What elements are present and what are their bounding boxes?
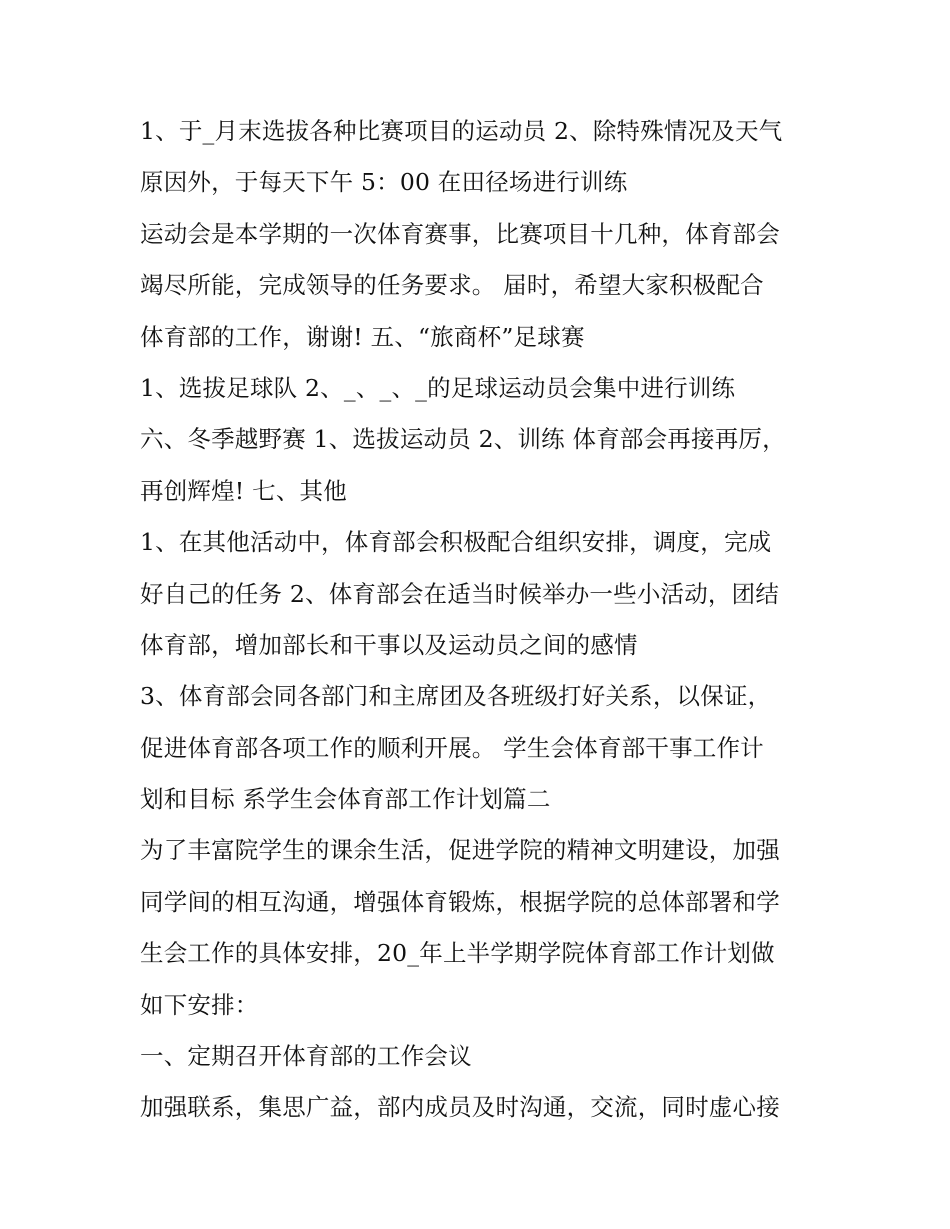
text-line: 促进体育部各项工作的顺利开展。 学生会体育部干事工作计 xyxy=(140,733,764,762)
text-line: 3、体育部会同各部门和主席团及各班级打好关系，以保证， xyxy=(140,682,772,711)
text-line: 同学间的相互沟通，增强体育锻炼，根据学院的总体部署和学 xyxy=(140,887,780,916)
text-line: 体育部的工作，谢谢! 五、“旅商杯”足球赛 xyxy=(140,322,585,351)
text-line: 1、在其他活动中，体育部会积极配合组织安排，调度，完成 xyxy=(140,528,772,557)
text-line: 划和目标 系学生会体育部工作计划篇二 xyxy=(140,785,551,814)
text-line: 体育部，增加部长和干事以及运动员之间的感情 xyxy=(140,630,638,659)
text-line: 竭尽所能，完成领导的任务要求。 届时，希望大家积极配合 xyxy=(140,271,764,300)
text-line: 好自己的任务 2、体育部会在适当时候举办一些小活动，团结 xyxy=(140,579,780,608)
text-line: 六、冬季越野赛 1、选拔运动员 2、训练 体育部会再接再厉， xyxy=(140,425,786,454)
text-line: 如下安排： xyxy=(140,990,259,1019)
text-line: 运动会是本学期的一次体育赛事，比赛项目十几种，体育部会 xyxy=(140,219,780,248)
text-line: 一、定期召开体育部的工作会议 xyxy=(140,1042,472,1071)
text-line: 生会工作的具体安排，20_年上半学期学院体育部工作计划做 xyxy=(140,939,775,968)
text-line: 1、选拔足球队 2、_、_、_的足球运动员会集中进行训练 xyxy=(140,373,736,402)
text-line: 原因外，于每天下午 5：00 在田径场进行训练 xyxy=(140,168,628,197)
text-line: 加强联系，集思广益，部内成员及时沟通，交流，同时虚心接 xyxy=(140,1093,780,1122)
text-line: 再创辉煌! 七、其他 xyxy=(140,476,347,505)
document-body xyxy=(140,106,820,1134)
text-line: 1、于_月末选拔各种比赛项目的运动员 2、除特殊情况及天气 xyxy=(140,117,783,145)
text-line: 为了丰富院学生的课余生活，促进学院的精神文明建设，加强 xyxy=(140,836,780,865)
